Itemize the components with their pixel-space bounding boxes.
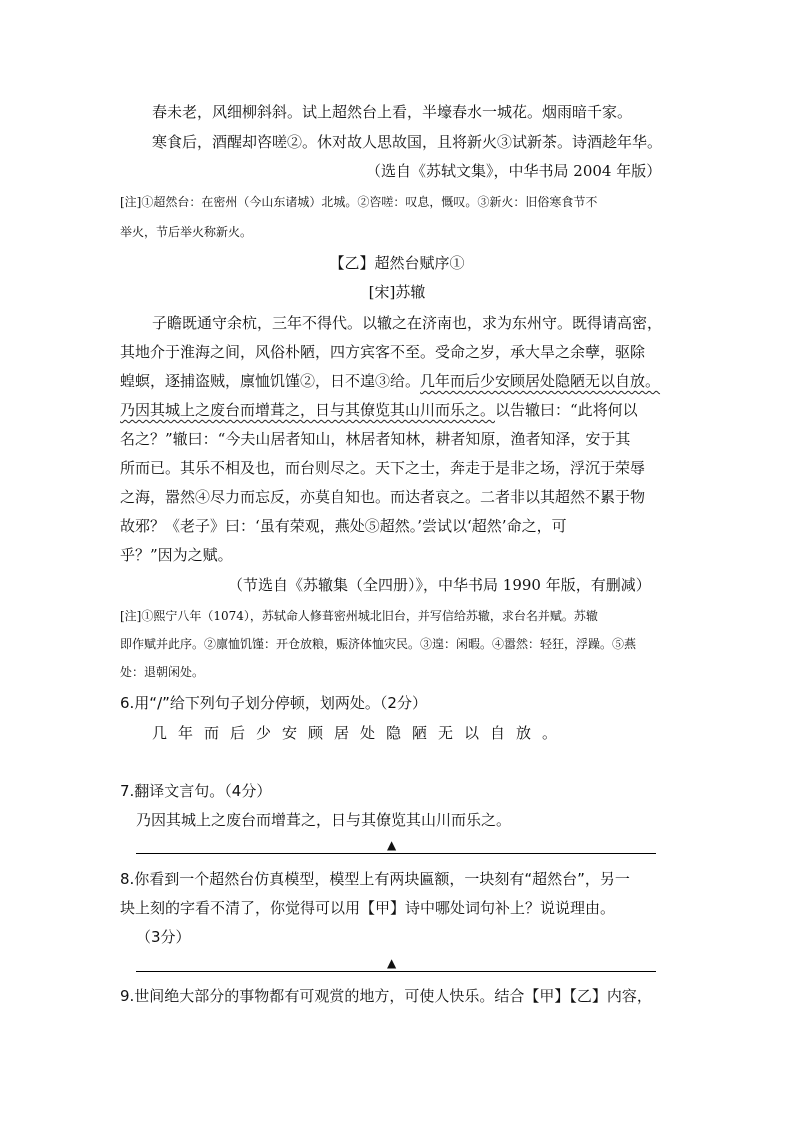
- prose-line-6: 所而已。其乐不相及也，而台则尽之。天下之士，奔走于是非之场，浮沉于荣辱: [120, 459, 646, 477]
- answer-marker-8: ▲: [387, 956, 397, 970]
- poem-line-2: 寒食后，酒醒却咨嗟②。休对故人思故国，且将新火③试新茶。诗酒趁年华。: [152, 133, 663, 151]
- prose-line-9: 乎？”因为之赋。: [120, 546, 233, 564]
- prose-author: [宋]苏辙: [368, 283, 426, 301]
- prose-note-line-1: [注]①熙宁八年（1074），苏轼命人修葺密州城北旧台，并写信给苏辙，求台名并赋。苏辙: [120, 609, 598, 623]
- question-6-sentence: 几年而后少安顾居处隐陋无以自放。: [152, 724, 569, 742]
- answer-line-7[interactable]: [136, 853, 656, 854]
- prose-line-1: 子瞻既通守余杭，三年不得代。以辙之在济南也，求为东州守。既得请高密，: [152, 314, 663, 332]
- prose-note-line-3: 处：退朝闲处。: [120, 665, 205, 679]
- question-6-stem: 6.用“/”给下列句子划分停顿，划两处。（2分）: [120, 694, 427, 712]
- answer-line-8[interactable]: [136, 971, 656, 972]
- question-7-sentence: 乃因其城上之废台而增葺之，日与其僚览其山川而乐之。: [136, 811, 512, 829]
- prose-line-3-a: 蝗螟，逐捕盗贼，廪恤饥馑②，日不遑③给。: [120, 372, 421, 390]
- poem-note-line-1: [注]①超然台：在密州（今山东诸城）北城。②咨嗟：叹息，慨叹。③新火：旧俗寒食节不: [120, 195, 598, 209]
- question-8-line-3: （3分）: [136, 928, 191, 946]
- prose-line-7: 之海，嚣然④尽力而忘反，亦莫自知也。而达者哀之。二者非以其超然不累于物: [120, 488, 646, 506]
- prose-line-2: 其地介于淮海之间，风俗朴陋，四方宾客不至。受命之岁，承大旱之余孽，驱除: [120, 343, 646, 361]
- prose-underlined-sentence-1: 几年而后少安顾居处隐陋无以自放。: [420, 372, 661, 390]
- question-9-line-1: 9.世间绝大部分的事物都有可观赏的地方，可使人快乐。结合【甲】【乙】内容，: [120, 987, 652, 1005]
- prose-line-8: 故邪？《老子》曰：‘虽有荣观，燕处⑤超然。’尝试以‘超然’命之，可: [120, 517, 567, 535]
- prose-line-4-b: 以告辙曰：“此将何以: [495, 401, 638, 419]
- prose-source: （节选自《苏辙集（全四册）》，中华书局 1990 年版，有删减）: [228, 576, 651, 594]
- poem-source: （选自《苏轼文集》，中华书局 2004 年版）: [366, 162, 662, 180]
- prose-title: 【乙】超然台赋序①: [329, 254, 465, 272]
- prose-line-3: [120, 370, 660, 392]
- prose-line-5: 名之？”辙曰：“今夫山居者知山，林居者知林，耕者知原，渔者知泽，安于其: [120, 430, 631, 448]
- prose-line-4: [120, 399, 638, 421]
- question-8-line-2: 块上刻的字看不清了，你觉得可以用【甲】诗中哪处词句补上？说说理由。: [120, 899, 616, 917]
- question-8-line-1: 8.你看到一个超然台仿真模型，模型上有两块匾额，一块刻有“超然台”，另一: [120, 870, 630, 888]
- answer-marker-7: ▲: [387, 838, 397, 852]
- question-7-stem: 7.翻译文言句。（4分）: [120, 782, 272, 800]
- prose-underlined-sentence-2: 乃因其城上之废台而增葺之，日与其僚览其山川而乐之。: [120, 401, 496, 419]
- poem-line-1: 春未老，风细柳斜斜。试上超然台上看，半壕春水一城花。烟雨暗千家。: [152, 103, 633, 121]
- prose-note-line-2: 即作赋并此序。②廪恤饥馑：开仓放粮，赈济体恤灾民。③遑：闲暇。④嚣然：轻狂，浮躁。⑤燕: [120, 637, 637, 651]
- poem-note-line-2: 举火，节后举火称新火。: [120, 225, 253, 239]
